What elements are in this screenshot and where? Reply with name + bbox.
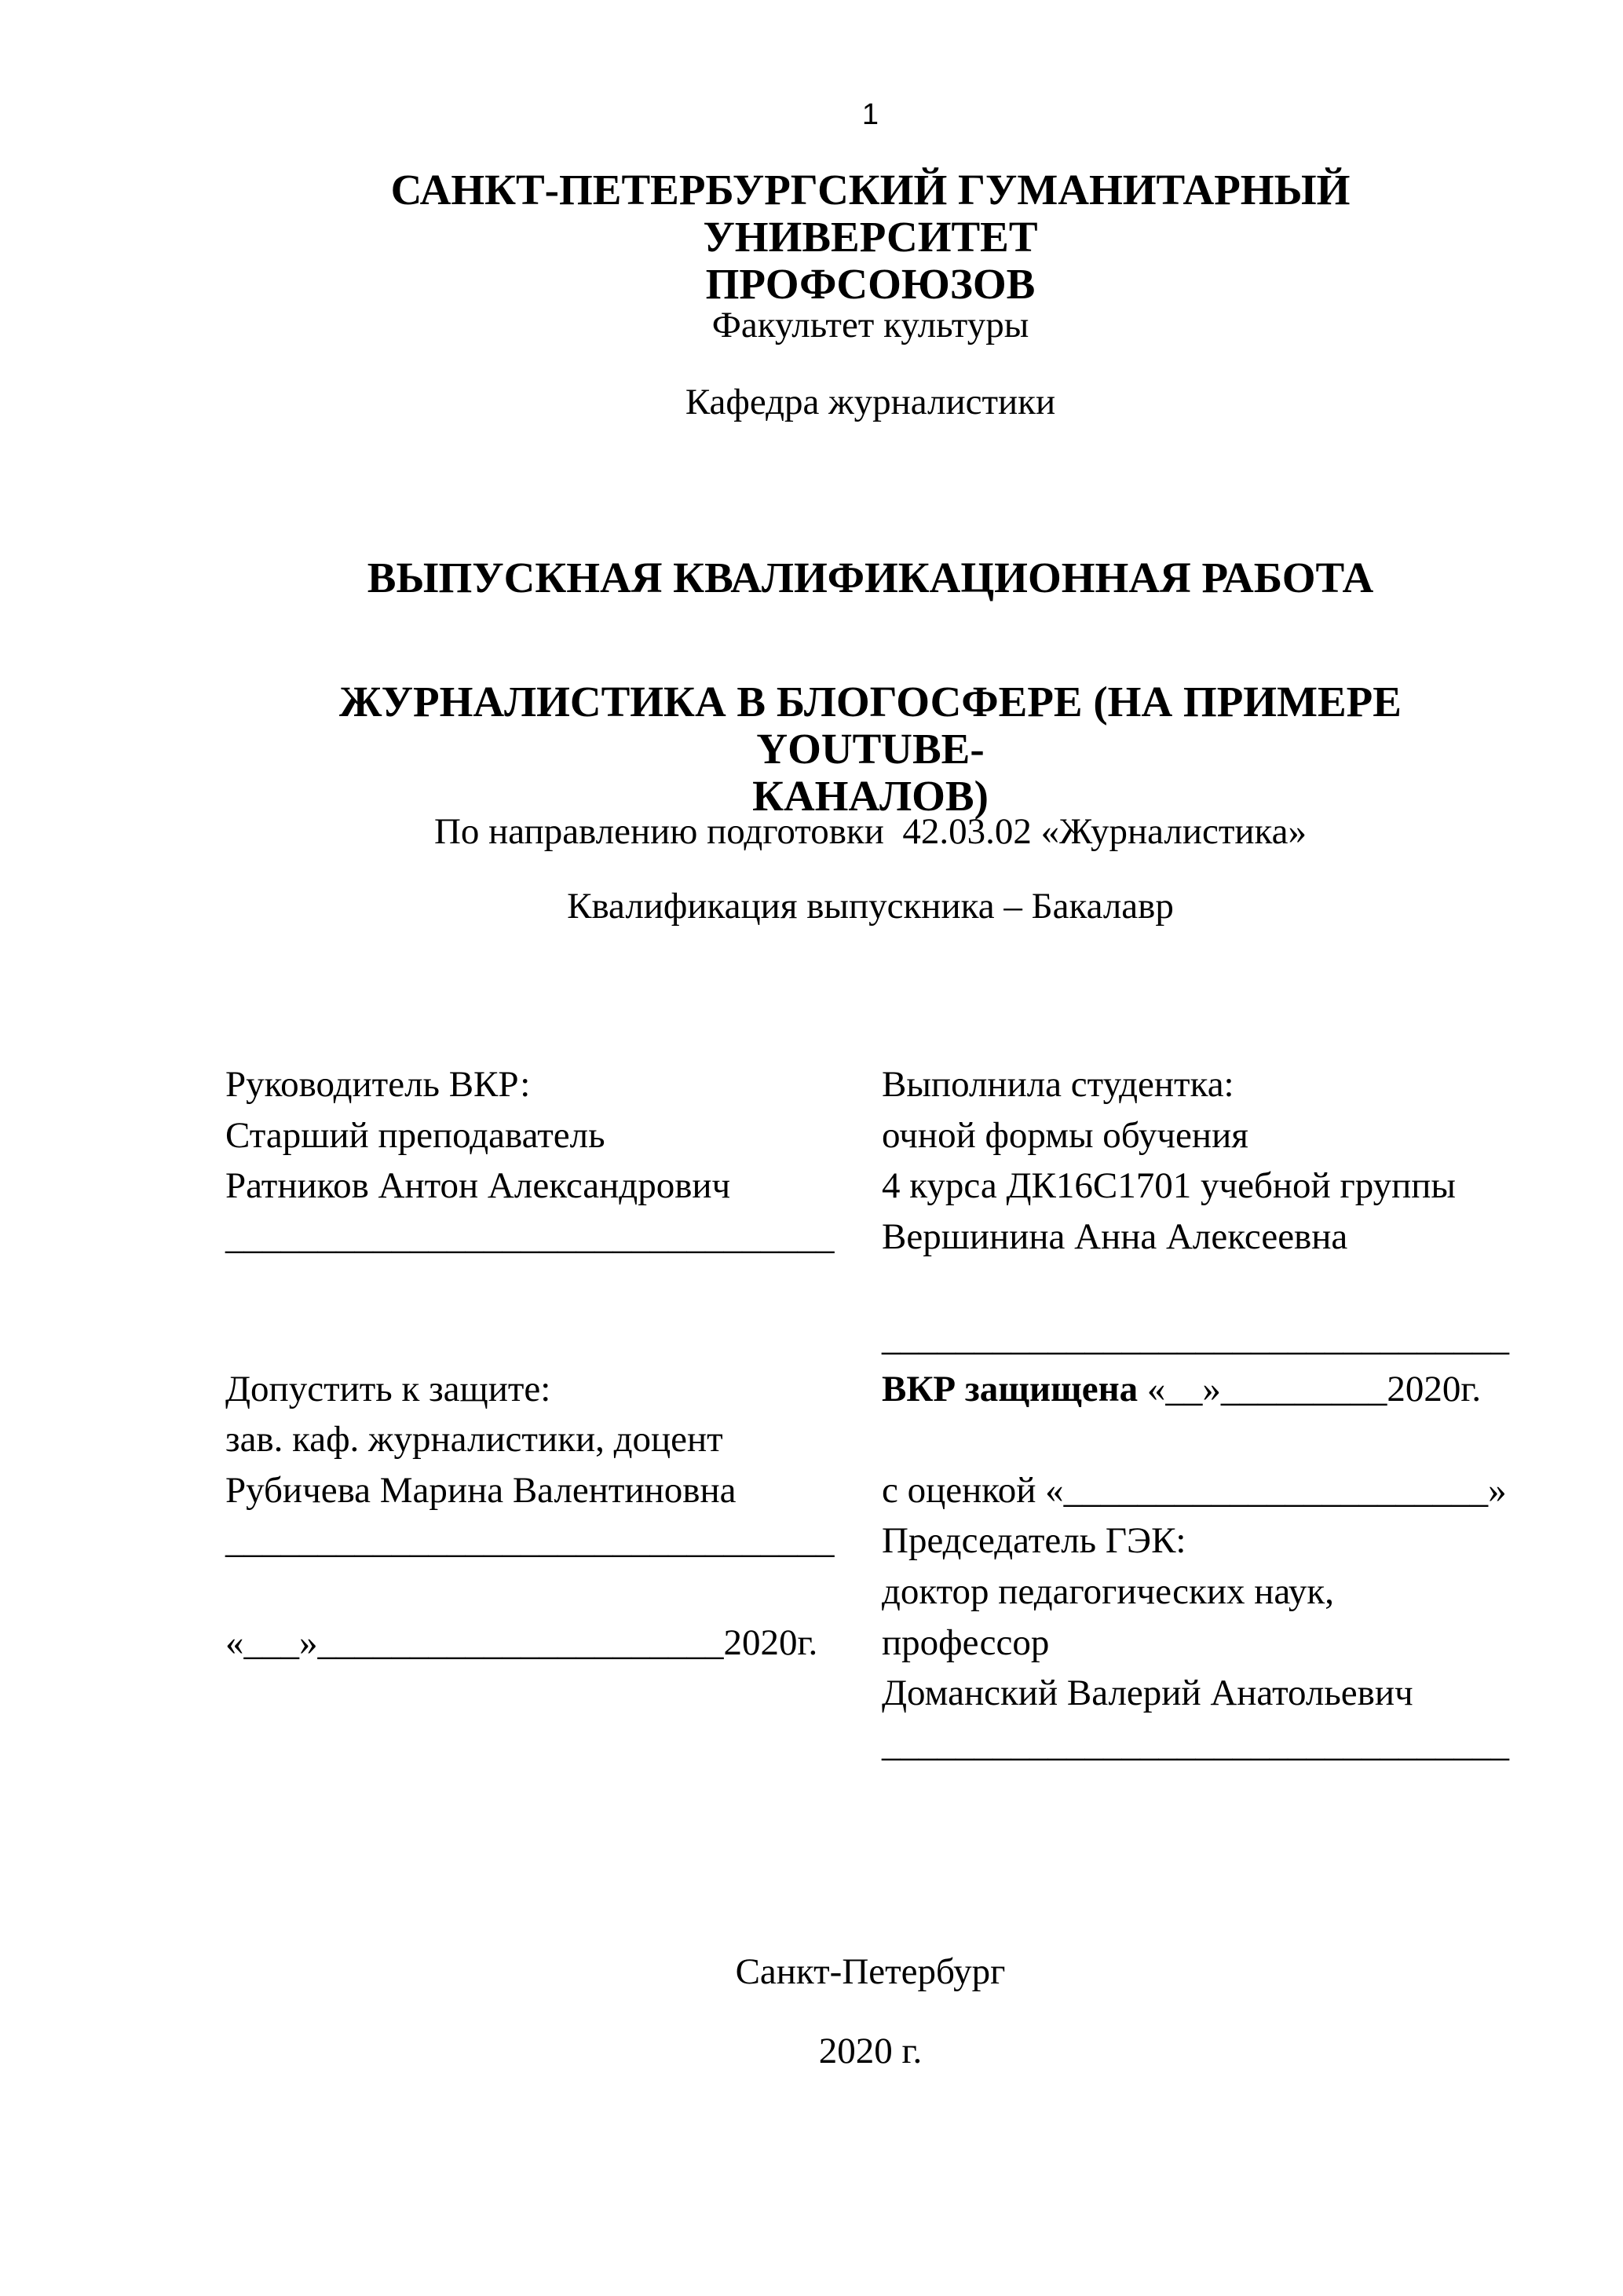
thesis-title xyxy=(225,678,1515,820)
university-title-line1: САНКТ-ПЕТЕРБУРГСКИЙ ГУМАНИТАРНЫЙ УНИВЕРСИТЕТ xyxy=(390,166,1351,261)
defense-date-rest: «__»_________2020г. xyxy=(1138,1368,1482,1409)
admission-position: зав. каф. журналистики, доцент xyxy=(225,1419,723,1461)
blank-line xyxy=(882,1414,1620,1465)
chairman-signature-line: __________________________________ xyxy=(882,1723,1509,1764)
defense-date-prefix: ВКР защищена xyxy=(882,1368,1139,1409)
blank-line xyxy=(882,1262,1620,1313)
student-group: 4 курса ДК16С1701 учебной группы xyxy=(882,1165,1456,1207)
admission-name: Рубичева Марина Валентиновна xyxy=(225,1469,737,1511)
blank-line xyxy=(225,1313,885,1364)
department-line: Кафедра журналистики xyxy=(685,382,1056,422)
advisor-position: Старший преподаватель xyxy=(225,1114,605,1156)
advisor-name: Ратников Антон Александрович xyxy=(225,1165,731,1207)
defense-date-line xyxy=(882,1364,1620,1415)
chairman-degree: доктор педагогических наук, xyxy=(882,1570,1334,1612)
advisor-signature-line: _________________________________ xyxy=(225,1216,835,1257)
footer-city: Санкт-Петербург xyxy=(735,1951,1006,1992)
program-line: По направлению подготовки 42.03.02 «Журналистика» xyxy=(433,811,1307,852)
admission-date-line: «___»______________________2020г. xyxy=(225,1621,818,1663)
university-title xyxy=(225,166,1515,308)
admission-label: Допустить к защите: xyxy=(225,1368,551,1409)
qualification-line: Квалификация выпускника – Бакалавр xyxy=(567,886,1174,927)
chairman-title: профессор xyxy=(882,1621,1050,1663)
student-defense-column xyxy=(882,1059,1620,1769)
page-number: 1 xyxy=(861,98,879,131)
student-performed-label: Выполнила студентка: xyxy=(882,1064,1234,1105)
blank-line xyxy=(225,1567,885,1618)
work-type-heading: ВЫПУСКНАЯ КВАЛИФИКАЦИОННАЯ РАБОТА xyxy=(367,554,1374,601)
thesis-title-line1: ЖУРНАЛИСТИКА В БЛОГОСФЕРЕ (НА ПРИМЕРЕ YOUTUBE- xyxy=(339,678,1402,773)
chairman-label: Председатель ГЭК: xyxy=(882,1520,1186,1562)
student-name: Вершинина Анна Алексеевна xyxy=(882,1216,1348,1257)
footer-year: 2020 г. xyxy=(818,2031,923,2071)
advisor-role-label: Руководитель ВКР: xyxy=(225,1064,531,1105)
defense-grade-line: с оценкой «_______________________» xyxy=(882,1469,1507,1511)
student-study-form: очной формы обучения xyxy=(882,1114,1248,1156)
admission-signature-line: _________________________________ xyxy=(225,1520,835,1562)
chairman-name: Доманский Валерий Анатольевич xyxy=(882,1673,1413,1714)
thesis-title-line2: КАНАЛОВ) xyxy=(752,772,989,820)
advisor-admission-column xyxy=(225,1059,885,1668)
faculty-line: Факультет культуры xyxy=(711,305,1029,345)
student-signature-line: __________________________________ xyxy=(882,1317,1509,1358)
university-title-line2: ПРОФСОЮЗОВ xyxy=(705,260,1036,308)
blank-line xyxy=(225,1262,885,1313)
